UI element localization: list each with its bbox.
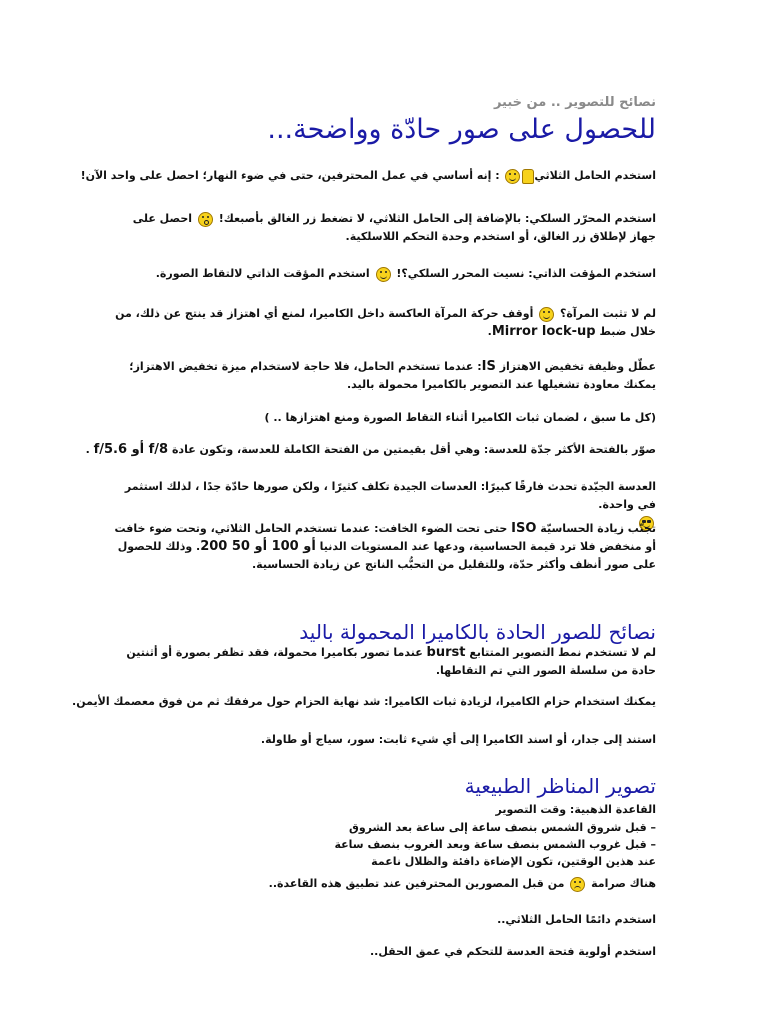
tip-self-timer <box>156 265 656 283</box>
burst-term: burst <box>426 645 466 660</box>
tip-mirror-lockup: لم لا تثبت المرآة؟ أوقف حركة المرآة العاكسة داخل الكاميرا، لمنع أي اهتزاز قد ينتج عن ذلك، من خلال ضبط Mirror lock-up. <box>115 307 656 339</box>
rule-sunset: – قبل غروب الشمس بنصف ساعة وبعد الغروب بنصف ساعة <box>334 838 656 851</box>
iso-values: 200 أو 100 أو 50 <box>200 539 316 554</box>
tip-mirror-text: لم لا تثبت المرآة؟ <box>560 307 656 320</box>
tip-lens-text: العدسة الجيّدة تحدث فارقًا كبيرًا: العدسات الجيدة تكلف كثيرًا ، ولكن صورها حادّة جدًا ، لذلك استثمر في واحدة. <box>124 480 656 511</box>
page-title: للحصول على صور حادّة وواضحة... <box>267 114 656 145</box>
confused-smiley-icon <box>376 267 391 282</box>
thumbs-up-icon <box>522 169 534 184</box>
tip-cable-text: استخدم المحرّر السلكي: بالإضافة إلى الحامل الثلاثي، لا تضغط زر الغالق بأصبعك! <box>218 212 656 225</box>
aperture-values: f/5.6 أو f/8 <box>93 442 169 457</box>
tip-mirror-text-2: أوقف حركة المرآة العاكسة داخل الكاميرا، لمنع أي اهتزاز قد ينتج عن ذلك، من خلال ضبط <box>115 307 656 338</box>
frowning-smiley-icon <box>570 877 585 892</box>
rule-strictness <box>269 875 656 893</box>
tip-iso-text-2: حتى تحت الضوء الخافت: عندما تستخدم الحامل الثلاثي، وتحت ضوء خافت أو منخفض فلا ترد قيمة الحساسية، ودعها عند المستويات الدنيا <box>114 522 656 553</box>
tip-cable-release <box>111 210 656 246</box>
iso-term: ISO <box>511 521 537 536</box>
mirror-lockup-term: Mirror lock-up <box>491 324 596 339</box>
tip-tripod-text: استخدم الحامل الثلاثي <box>534 169 656 182</box>
section-heading-handheld: نصائح للصور الحادة بالكاميرا المحمولة باليد <box>299 620 656 644</box>
section-heading-landscape: تصوير المناظر الطبيعية <box>464 774 656 798</box>
laughing-smiley-icon <box>539 307 554 322</box>
tip-burst <box>111 644 656 680</box>
page-subtitle: نصائح للتصوير .. من خبير <box>493 95 656 110</box>
tip-iso-text: تجنّب زيادة الحساسيّة <box>540 522 656 535</box>
tip-tripod <box>81 167 656 185</box>
tip-strap: يمكنك استخدام حزام الكاميرا، لزيادة ثبات الكاميرا: شد نهاية الحزام حول مرفقك ثم من فوق معصمك الأيمن. <box>72 695 656 708</box>
tip-is-text-2: : عندما تستخدم الحامل، فلا حاجة لاستخدام ميزة تخفيض الاهتزاز؛ يمكنك معاودة تشغيلها عند التصوير بالكاميرا محمولة باليد. <box>129 360 656 391</box>
is-term: IS <box>481 359 496 374</box>
tip-lean: استند إلى جدار، أو اسند الكاميرا إلى أي شيء ثابت: سور، سياج أو طاولة. <box>260 733 656 746</box>
rule-strictness-text: هناك صرامة <box>591 877 656 890</box>
tip-iso-text-3: . وذلك للحصول على صور أنظف وأكثر حدّة، وللتقليل من التحبُّب الناتج عن زيادة الحساسية. <box>117 540 656 571</box>
tip-burst-text-2: عندما تصور بكاميرا محمولة، فقد تظفر بصورة أو أثنتين حادة من سلسلة الصور التي تم التقاطها. <box>126 646 656 677</box>
tip-aperture-end: . <box>85 443 90 456</box>
tip-summary: (كل ما سبق ، لضمان ثبات الكاميرا أثناء التقاط الصورة ومنع اهتزازها .. ) <box>264 411 656 424</box>
tip-tripod-text-2: : إنه أساسي في عمل المحترفين، حتى في ضوء النهار؛ احصل على واحد الآن! <box>80 169 500 182</box>
tip-timer-text-2: استخدم المؤقت الذاتي لالتقاط الصورة. <box>155 267 370 280</box>
rule-always-tripod: استخدم دائمًا الحامل الثلاثي.. <box>497 913 656 926</box>
tip-is-text: عطّل وظيفة تخفيض الاهتزاز <box>499 360 656 373</box>
rule-light: عند هذين الوقتين، تكون الإضاءة دافئة والظلال ناعمة <box>371 855 656 868</box>
tip-aperture <box>86 441 656 459</box>
rule-golden: القاعدة الذهبية: وقت التصوير <box>495 803 656 816</box>
tip-disable-is <box>111 358 656 394</box>
rule-sunrise: – قبل شروق الشمس بنصف ساعة إلى ساعة بعد الشروق <box>349 821 656 834</box>
surprised-smiley-icon <box>198 212 213 227</box>
tip-burst-text: لم لا تستخدم نمط التصوير المتتابع <box>469 646 656 659</box>
rule-strictness-text-2: من قبل المصورين المحترفين عند تطبيق هذه القاعدة.. <box>268 877 565 890</box>
rule-aperture-priority: استخدم أولوية فتحة العدسة للتحكم في عمق الحقل.. <box>369 945 656 958</box>
tip-iso <box>111 520 656 574</box>
tip-cable-text-2: احصل على جهاز لإطلاق زر الغالق، أو استخدم وحدة التحكم اللاسلكية. <box>132 212 656 243</box>
smiley-icon <box>505 169 520 184</box>
tip-aperture-text: صوّر بالفتحة الأكثر جدّة للعدسة: وهي أقل بقيمتين من الفتحة الكاملة للعدسة، وتكون عادة <box>171 443 656 456</box>
tip-timer-text: استخدم المؤقت الذاتي: نسيت المحرر السلكي؟! <box>396 267 656 280</box>
